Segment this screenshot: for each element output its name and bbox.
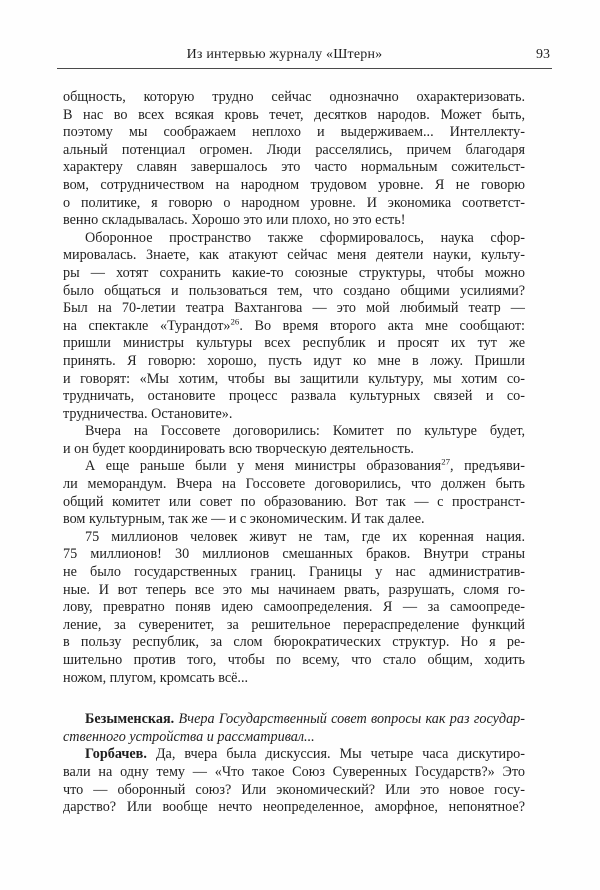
text-line (63, 388, 525, 406)
footnote-reference: 27 (441, 456, 450, 467)
text-segment: на спектакле «Турандот» (63, 317, 231, 334)
text-line (63, 406, 525, 424)
text-segment: альный потенциал огромен. Люди расселялись, причем благодаря (63, 141, 525, 158)
text-segment: трудничать, остановите процесс развала культурных связей и со- (63, 388, 525, 405)
text-segment: . Во время второго акта мне сообщают: (239, 317, 525, 334)
text-segment: Да, вчера была дискуссия. Мы четыре часа дискутиро- (146, 746, 525, 763)
text-line (63, 799, 525, 817)
text-line (63, 782, 525, 800)
text-segment: ры — хотят сохранить какие-то союзные структуры, чтобы можно (63, 264, 525, 281)
text-segment: что — оборонный союз? Или экономический? Или это новое госу- (63, 781, 525, 798)
text-segment: ные. И вот теперь все это мы начинаем рвать, разрушать, сломя го- (63, 581, 525, 598)
text-line (63, 335, 525, 353)
text-segment: Безыменская. (85, 711, 175, 728)
text-line (63, 564, 525, 582)
text-segment: 75 миллионов! 30 миллионов смешанных браков. Внутри страны (63, 546, 525, 563)
text-line (63, 529, 525, 547)
text-segment: лову, превратно поняв идею самоопределения. Я — за самоопреде- (63, 599, 525, 616)
text-segment: пришли министры культуры всех республик и просят их тут же (63, 335, 525, 352)
text-segment: В нас во всех всякая кровь течет, десятков народов. Может быть, (63, 106, 525, 123)
text-segment: ножом, плугом, кромсать всё... (63, 669, 249, 686)
text-segment: Вчера Государственный совет вопросы как раз государ- (174, 711, 525, 728)
header-title: Из интервью журналу «Штерн» (186, 47, 383, 62)
running-header (57, 46, 552, 69)
text-line (63, 729, 525, 747)
text-segment: о политике, я говорю о народном уровне. И экономика соответст- (63, 194, 525, 211)
text-line (63, 476, 525, 494)
text-line (63, 746, 525, 764)
text-line (63, 458, 525, 476)
text-line (63, 617, 525, 635)
text-line (63, 247, 525, 265)
text-line (63, 441, 525, 459)
text-segment: принять. Я говорю: хорошо, пусть идут ко мне в ложу. Пришли (63, 352, 525, 369)
text-segment: и он будет координировать всю творческую деятельность. (63, 440, 414, 457)
text-segment: в пользу республик, за слом бюрократических структур. Но я ре- (63, 634, 525, 651)
text-segment: было общаться и пользоваться тем, что создано общими усилиями? (63, 282, 525, 299)
text-line (63, 652, 525, 670)
text-segment: характеру славян завершалось это часто нормальным сожительст- (63, 159, 525, 176)
text-line (63, 107, 525, 125)
text-line (63, 582, 525, 600)
text-segment: А еще раньше были у меня министры образования (85, 458, 442, 475)
text-segment: вом, сотрудничеством на народном трудовом уровне. Я не говорю (63, 176, 525, 193)
body-text (63, 89, 525, 817)
text-segment: , предъяви- (449, 458, 525, 475)
paragraph (63, 711, 525, 746)
text-segment: трудничества. Остановите». (63, 405, 233, 422)
text-line (63, 511, 525, 529)
text-segment: вали на одну тему — «Что такое Союз Суверенных Государств?» Это (63, 763, 525, 780)
text-segment: Оборонное пространство также сформировалось, наука сфор- (85, 229, 525, 246)
text-segment: ление, за суверенитет, за решительное перераспределение функций (63, 616, 525, 633)
text-segment: ственного устройства и рассматривал... (63, 728, 315, 745)
text-line (63, 195, 525, 213)
text-line (63, 546, 525, 564)
text-line (63, 423, 525, 441)
page-number: 93 (536, 47, 550, 62)
text-line (63, 371, 525, 389)
paragraph (63, 230, 525, 424)
text-line (63, 315, 525, 336)
text-line (63, 764, 525, 782)
text-line (63, 124, 525, 142)
text-line (63, 177, 525, 195)
text-segment: не было государственных границ. Границы у нас административ- (63, 564, 525, 581)
text-line (63, 494, 525, 512)
text-segment: поэтому мы соображаем неплохо и выдерживаем... Интеллекту- (63, 124, 525, 141)
paragraph (63, 423, 525, 458)
text-line (63, 634, 525, 652)
text-segment: Горбачев. (85, 746, 147, 763)
text-segment: дарство? Или вообще нечто неопределенное, аморфное, непонятное? (63, 799, 525, 816)
paragraph (63, 458, 525, 528)
text-segment: венно складывалась. Хорошо это или плохо, но это есть! (63, 212, 406, 229)
text-line (63, 230, 525, 248)
text-segment: 75 миллионов человек живут не там, где их коренная нация. (85, 528, 525, 545)
text-line (63, 599, 525, 617)
text-segment: общий комитет или совет по образованию. Вот так — с пространст- (63, 493, 525, 510)
text-line (63, 670, 525, 688)
text-line (63, 711, 525, 729)
text-segment: Вчера на Госсовете договорились: Комитет по культуре будет, (85, 423, 525, 440)
text-line (63, 159, 525, 177)
text-line (63, 300, 525, 318)
text-line (63, 283, 525, 301)
text-segment: общность, которую трудно сейчас однозначно охарактеризовать. (63, 89, 525, 105)
text-line (63, 142, 525, 160)
paragraph (63, 89, 525, 230)
text-segment: шительно против того, чтобы по всему, что стало общим, ходить (63, 652, 525, 668)
text-segment: и говорят: «Мы хотим, чтобы вы защитили культуру, мы хотим со- (63, 370, 525, 387)
text-line (63, 265, 525, 283)
text-segment: Был на 70-летии театра Вахтангова — это мой любимый театр — (63, 300, 525, 317)
paragraph (63, 746, 525, 816)
paragraph (63, 529, 525, 687)
text-line (63, 353, 525, 371)
text-line (63, 212, 525, 230)
text-segment: ли меморандум. Вчера на Госсовете договорились, что должен быть (63, 476, 525, 493)
text-segment: вом культурным, так же — и с экономическим. И так далее. (63, 511, 425, 528)
text-segment: мировалась. Знаете, как атакуют сейчас меня деятели науки, культу- (63, 247, 525, 264)
footnote-reference: 26 (230, 315, 240, 326)
text-line (63, 89, 525, 107)
